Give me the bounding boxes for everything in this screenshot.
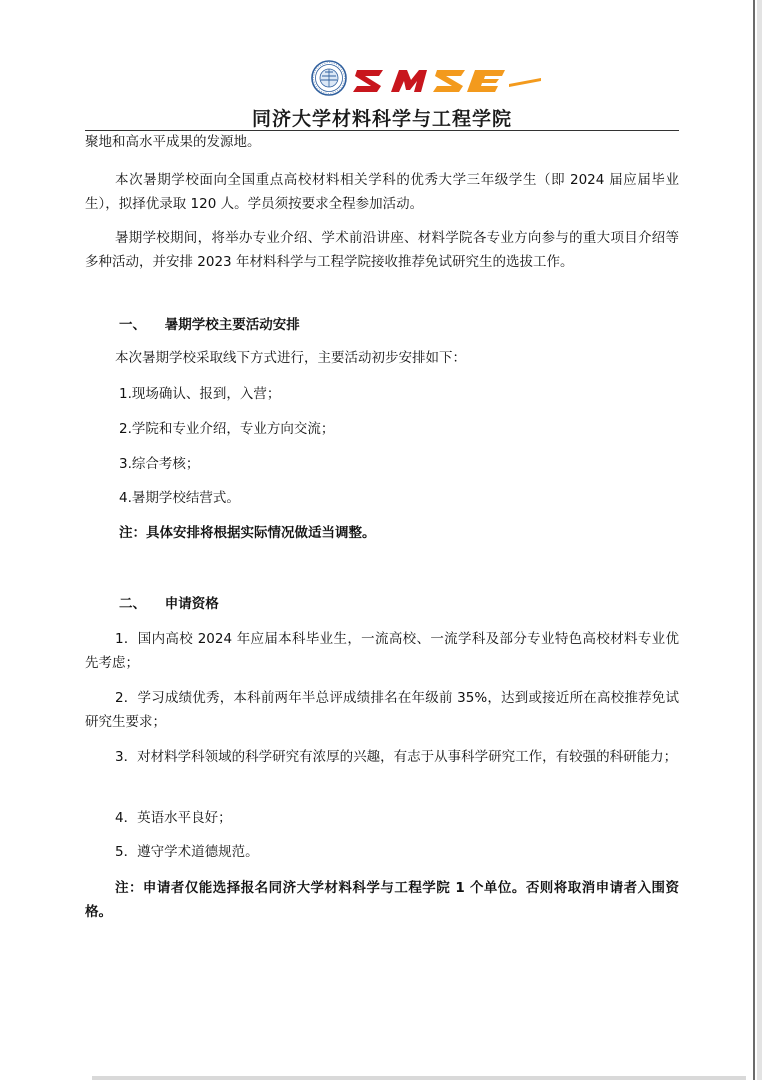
letterhead: [85, 58, 679, 132]
list-item: 1.现场确认、报到，入营；: [119, 386, 281, 402]
page-bottom-edge: [92, 1076, 746, 1080]
paragraph-continued: 聚地和高水平成果的发源地。: [85, 134, 261, 150]
paragraph-admission: 本次暑期学校面向全国重点高校材料相关学科的优秀大学三年级学生（即 2024 届应届毕业生），拟择优录取 120 人。学员须按要求全程参加活动。: [85, 172, 679, 212]
list-item: 4.暑期学校结营式。: [119, 490, 240, 506]
list-item: 2．学习成绩优秀，本科前两年半总评成绩排名在年级前 35%，达到或接近所在高校推荐免试研究生要求；: [85, 690, 679, 730]
list-item: 4．英语水平良好；: [115, 810, 232, 826]
paragraph-schedule-intro: 本次暑期学校采取线下方式进行，主要活动初步安排如下：: [115, 350, 466, 366]
list-item: 1．国内高校 2024 年应届本科毕业生，一流高校、一流学科及部分专业特色高校材料专业优先考虑；: [85, 631, 679, 671]
section-heading-activities: 一、 暑期学校主要活动安排: [119, 317, 300, 333]
list-item: 3．对材料学科领域的科学研究有浓厚的兴趣，有志于从事科学研究工作，有较强的科研能力；: [115, 749, 678, 765]
letterhead-title: 同济大学材料科学与工程学院: [251, 108, 512, 130]
page-edge-shadow: [757, 0, 762, 1080]
list-item: 3.综合考核；: [119, 456, 200, 472]
smse-logo: [353, 64, 543, 94]
note-single-application: 注：申请者仅能选择报名同济大学材料科学与工程学院 1 个单位。否则将取消申请者入围资格。: [85, 880, 679, 920]
list-item: 2.学院和专业介绍，专业方向交流；: [119, 421, 335, 437]
note-schedule-adjustment: 注：具体安排将根据实际情况做适当调整。: [119, 525, 376, 541]
university-seal-icon: [311, 60, 347, 96]
list-item: 5．遵守学术道德规范。: [115, 844, 259, 860]
section-heading-eligibility: 二、 申请资格: [119, 596, 219, 612]
paragraph-activities: 暑期学校期间，将举办专业介绍、学术前沿讲座、材料学院各专业方向参与的重大项目介绍等多种活动，并安排 2023 年材料科学与工程学院接收推荐免试研究生的选拔工作。: [85, 230, 679, 270]
